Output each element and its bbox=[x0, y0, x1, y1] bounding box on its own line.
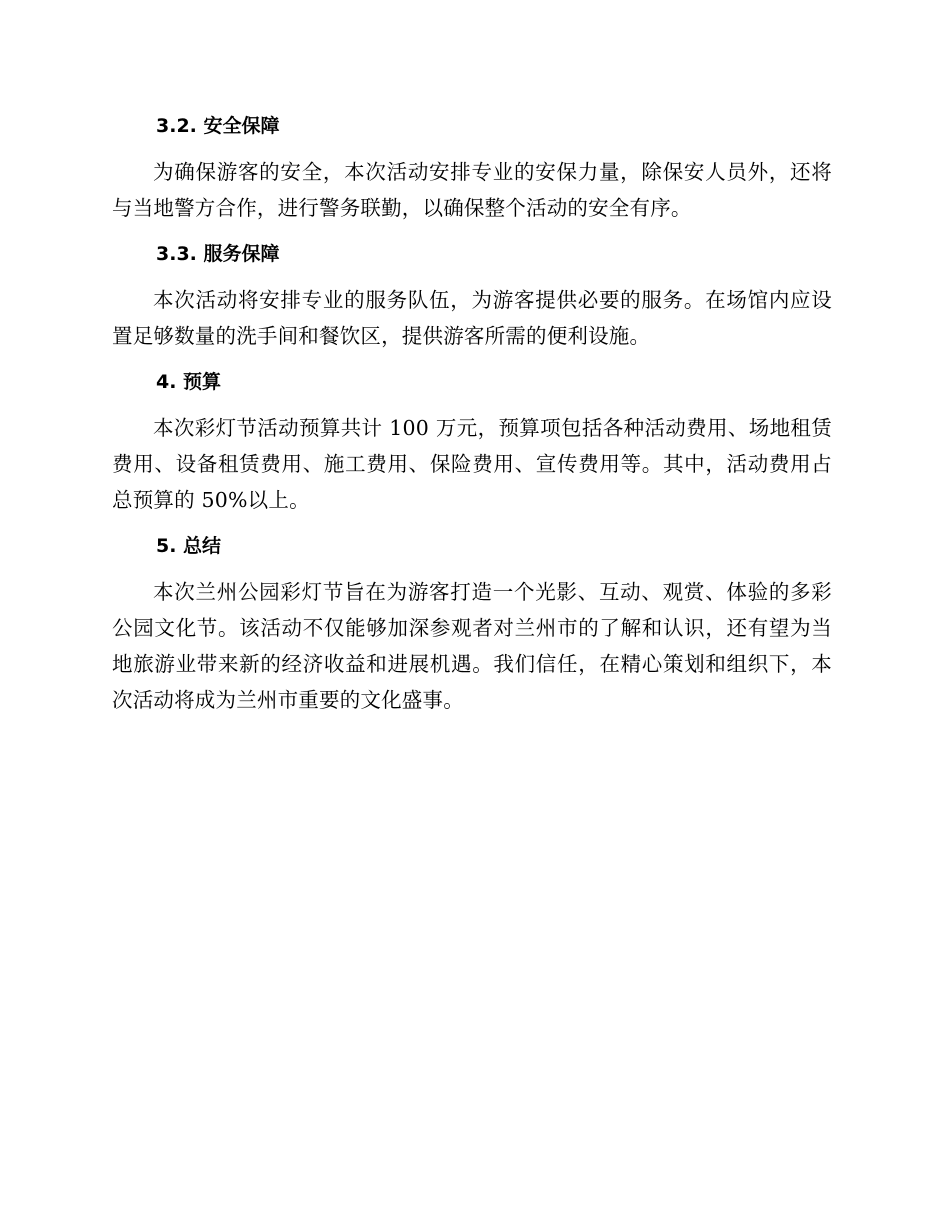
section-heading: 3.3. 服务保障 bbox=[156, 243, 280, 265]
section-heading: 4. 预算 bbox=[156, 371, 222, 393]
section-paragraph: 本次兰州公园彩灯节旨在为游客打造一个光影、互动、观赏、体验的多彩公园文化节。该活动不仅能够加深参观者对兰州市的了解和认识，还有望为当地旅游业带来新的经济收益和进展机遇。我们信任，在精心策划和组织下，本次活动将成为兰州市重要的文化盛事。 bbox=[112, 580, 832, 712]
section-paragraph: 本次彩灯节活动预算共计 100 万元，预算项包括各种活动费用、场地租赁费用、设备租赁费用、施工费用、保险费用、宣传费用等。其中，活动费用占总预算的 50%以上。 bbox=[112, 416, 832, 512]
document-page bbox=[112, 108, 832, 728]
section-budget bbox=[112, 364, 832, 518]
section-service bbox=[112, 236, 832, 354]
section-paragraph: 为确保游客的安全，本次活动安排专业的安保力量，除保安人员外，还将与当地警方合作，进行警务联勤，以确保整个活动的安全有序。 bbox=[112, 160, 832, 220]
section-heading: 5. 总结 bbox=[156, 535, 222, 557]
section-heading: 3.2. 安全保障 bbox=[156, 115, 280, 137]
section-summary bbox=[112, 528, 832, 718]
section-paragraph: 本次活动将安排专业的服务队伍，为游客提供必要的服务。在场馆内应设置足够数量的洗手间和餐饮区，提供游客所需的便利设施。 bbox=[112, 288, 832, 348]
section-security bbox=[112, 108, 832, 226]
